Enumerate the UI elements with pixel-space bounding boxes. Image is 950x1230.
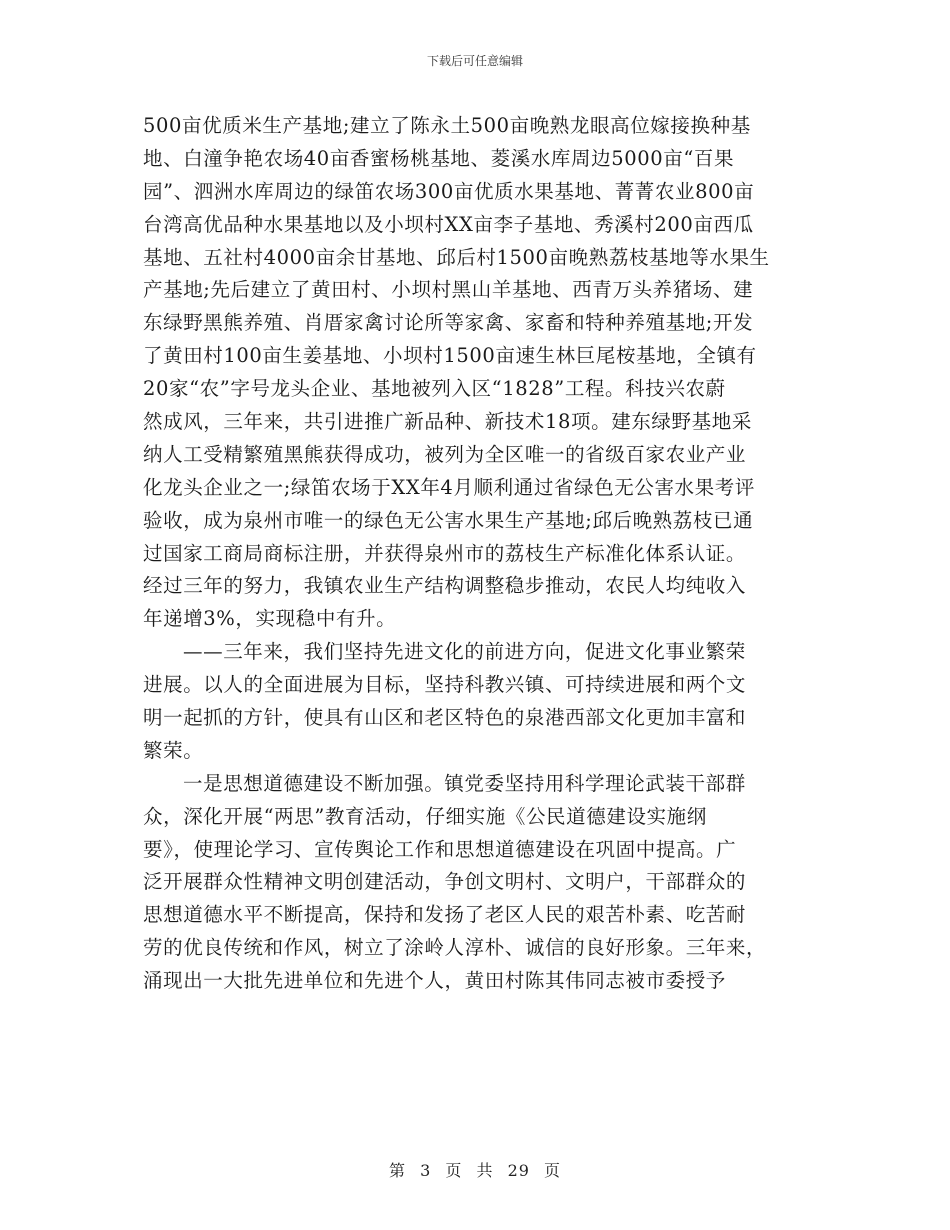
text-line: 泛开展群众性精神文明创建活动，争创文明村、文明户，干部群众的 xyxy=(143,870,747,894)
text-line: 了黄田村100亩生姜基地、小坝村1500亩速生林巨尾桉基地，全镇有 xyxy=(143,344,757,368)
text-line: 明一起抓的方针，使具有山区和老区特色的泉港西部文化更加丰富和 xyxy=(143,706,747,730)
text-line: 20家“农”字号龙头企业、基地被列入区“1828”工程。科技兴农蔚 xyxy=(143,377,726,401)
text-line: 年递增3%，实现稳中有升。 xyxy=(143,607,397,631)
text-line: 化龙头企业之一;绿笛农场于XX年4月顺利通过省绿色无公害水果考评 xyxy=(143,475,755,499)
text-line: 500亩优质米生产基地;建立了陈永土500亩晚熟龙眼高位嫁接换种基 xyxy=(143,114,751,137)
text-line: 地、白潼争艳农场40亩香蜜杨桃基地、菱溪水库周边5000亩“百果 xyxy=(143,146,735,170)
footer-di: 第 xyxy=(388,1161,406,1180)
text-line: 经过三年的努力，我镇农业生产结构调整稳步推动，农民人均纯收入 xyxy=(143,574,747,598)
text-line: 进展。以人的全面进展为目标，坚持科教兴镇、可持续进展和两个文 xyxy=(143,673,747,697)
text-line: 劳的优良传统和作风，树立了涂岭人淳朴、诚信的良好形象。三年来， xyxy=(143,936,767,960)
footer-ye: 页 xyxy=(544,1161,562,1180)
paragraph-start-line: 一是思想道德建设不断加强。镇党委坚持用科学理论武装干部群 xyxy=(183,771,746,795)
page-footer xyxy=(0,1158,950,1181)
text-line: 要》，使理论学习、宣传舆论工作和思想道德建设在巩固中提高。广 xyxy=(143,837,737,861)
text-line: 园”、泗洲水库周边的绿笛农场300亩优质水果基地、菁菁农业800亩 xyxy=(143,179,755,203)
text-line: 过国家工商局商标注册，并获得泉州市的荔枝生产标准化体系认证。 xyxy=(143,541,747,565)
document-body xyxy=(143,110,808,998)
footer-ye: 页 xyxy=(445,1161,463,1180)
text-line: 涌现出一大批先进单位和先进个人，黄田村陈其伟同志被市委授予 xyxy=(143,969,726,993)
total-page-count: 29 xyxy=(507,1161,530,1180)
text-line: 纳人工受精繁殖黑熊获得成功，被列为全区唯一的省级百家农业产业 xyxy=(143,442,747,466)
page-header: 下载后可任意编辑 xyxy=(426,54,523,68)
current-page-number: 3 xyxy=(420,1161,432,1180)
text-line: 基地、五社村4000亩余甘基地、邱后村1500亩晚熟荔枝基地等水果生 xyxy=(143,245,770,269)
footer-gong: 共 xyxy=(476,1161,494,1180)
text-line: 思想道德水平不断提高，保持和发扬了老区人民的艰苦朴素、吃苦耐 xyxy=(143,903,747,927)
text-line: 东绿野黑熊养殖、肖厝家禽讨论所等家禽、家畜和特种养殖基地;开发 xyxy=(143,311,754,335)
text-line: 众，深化开展“两思”教育活动，仔细实施《公民道德建设实施纲 xyxy=(143,804,707,828)
text-line: 产基地;先后建立了黄田村、小坝村黑山羊基地、西青万头养猪场、建 xyxy=(143,278,754,302)
text-line: 验收，成为泉州市唯一的绿色无公害水果生产基地;邱后晚熟荔枝已通 xyxy=(143,508,754,532)
paragraph-start-line: ——三年来，我们坚持先进文化的前进方向，促进文化事业繁荣 xyxy=(183,640,746,664)
text-line: 繁荣。 xyxy=(143,738,204,762)
text-line: 然成风，三年来，共引进推广新品种、新技术18项。建东绿野基地采 xyxy=(143,410,752,434)
text-line: 台湾高优品种水果基地以及小坝村XX亩李子基地、秀溪村200亩西瓜 xyxy=(143,212,754,236)
